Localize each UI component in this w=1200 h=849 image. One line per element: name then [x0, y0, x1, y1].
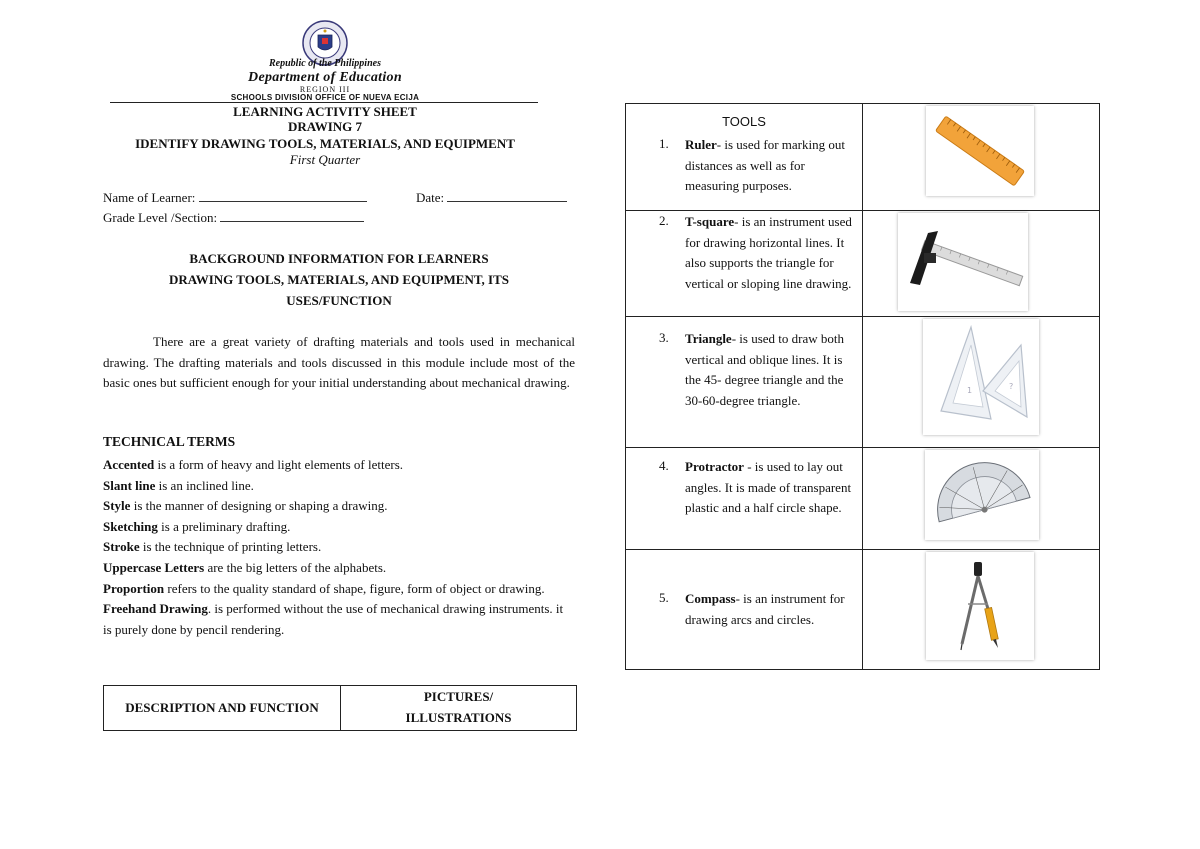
tool-picture-cell	[863, 447, 1099, 549]
pictures-header-line1: PICTURES/	[423, 689, 494, 704]
background-line1: BACKGROUND INFORMATION FOR LEARNERS	[189, 251, 489, 266]
tool-picture-cell	[863, 104, 1099, 210]
department-text: Department of Education	[248, 70, 402, 85]
tool-text: Protractor - is used to lay out angles. It is made of transparent plastic and a half circle shape.	[685, 459, 852, 516]
intro-paragraph: There are a great variety of drafting materials and tools used in mechanical drawing. The drafting materials and tools discussed in this module include most of the basic ones but sufficient enough for your initial understanding about mechanical drawing.	[103, 334, 575, 391]
grade-label: Grade Level /Section:	[103, 210, 218, 225]
tool-number: 1.	[659, 136, 669, 151]
tool-text: Compass- is an instrument for drawing arcs and circles.	[685, 591, 845, 627]
pictures-header-line2: ILLUSTRATIONS	[405, 710, 512, 725]
tools-heading: TOOLS	[722, 114, 766, 129]
table-row	[626, 104, 1099, 211]
tool-number: 2.	[659, 213, 669, 228]
tool-text: Triangle- is used to draw both vertical and oblique lines. It is the 45- degree triangle and the 30-60-degree triangle.	[685, 331, 844, 408]
protractor-image	[925, 450, 1039, 540]
name-field	[103, 189, 367, 206]
republic-text: Republic of the Philippines	[269, 58, 381, 69]
date-field	[416, 189, 567, 206]
date-blank[interactable]	[447, 189, 567, 202]
description-table-header	[103, 685, 577, 731]
triangle-image	[923, 319, 1039, 435]
tool-description-cell	[626, 316, 863, 447]
table-row	[626, 210, 1099, 317]
quarter-label: First Quarter	[289, 152, 361, 167]
term-item: Accented is a form of heavy and light elements of letters.	[103, 457, 403, 472]
tool-number: 3.	[659, 330, 669, 345]
compass-image	[926, 552, 1034, 660]
term-item: Uppercase Letters are the big letters of the alphabets.	[103, 559, 387, 575]
tool-number: 4.	[659, 458, 669, 473]
term-item: Sketching is a preliminary drafting.	[103, 518, 291, 534]
ruler-image	[926, 106, 1034, 196]
header-rule	[110, 102, 538, 103]
grade-blank[interactable]	[220, 209, 364, 222]
name-label: Name of Learner:	[103, 190, 196, 205]
background-heading	[103, 248, 575, 311]
term-item: Style is the manner of designing or shaping a drawing.	[103, 498, 388, 514]
term-item: Freehand Drawing. is performed without the use of mechanical drawing instruments. it is purely done by pencil rendering.	[103, 601, 564, 637]
division-text: SCHOOLS DIVISION OFFICE OF NUEVA ECIJA	[230, 93, 420, 102]
svg-text:1: 1	[967, 386, 973, 395]
table-row	[626, 447, 1099, 550]
term-item: Proportion refers to the quality standard of shape, figure, form of object or drawing.	[103, 580, 545, 596]
tool-picture-cell	[863, 210, 1099, 316]
term-item: Slant line is an inclined line.	[103, 477, 254, 493]
t-square-image	[898, 213, 1028, 311]
subject-title: DRAWING 7	[287, 119, 363, 134]
pictures-column-header	[341, 686, 576, 730]
tool-text: Ruler- is used for marking out distances as well as for measuring purposes.	[685, 137, 845, 194]
tool-number: 5.	[659, 590, 669, 605]
technical-terms-title: TECHNICAL TERMS	[103, 434, 236, 449]
background-line2: DRAWING TOOLS, MATERIALS, AND EQUIPMENT, ITS	[169, 272, 509, 287]
background-line3: USES/FUNCTION	[286, 293, 392, 308]
tool-picture-cell	[863, 316, 1099, 447]
tool-description-cell	[626, 549, 863, 669]
lesson-title: IDENTIFY DRAWING TOOLS, MATERIALS, AND EQUIPMENT	[135, 136, 515, 151]
sheet-title: LEARNING ACTIVITY SHEET	[233, 104, 417, 119]
table-row	[626, 316, 1099, 448]
region-text: REGION III	[299, 85, 351, 94]
tool-text: T-square- is an instrument used for drawing horizontal lines. It also supports the triangle for vertical or sloping line drawing.	[685, 214, 852, 291]
date-label: Date:	[416, 190, 445, 205]
tools-table	[625, 103, 1100, 670]
tool-description-cell	[626, 104, 863, 210]
table-row	[626, 549, 1099, 669]
technical-terms-list	[103, 455, 575, 640]
svg-text:?: ?	[1009, 382, 1014, 391]
term-item: Stroke is the technique of printing letters.	[103, 539, 322, 555]
name-blank[interactable]	[199, 189, 367, 202]
description-column-header: DESCRIPTION AND FUNCTION	[104, 686, 341, 730]
tool-description-cell	[626, 210, 863, 316]
tool-description-cell	[626, 447, 863, 549]
grade-field	[103, 209, 364, 226]
tool-picture-cell	[863, 549, 1099, 669]
